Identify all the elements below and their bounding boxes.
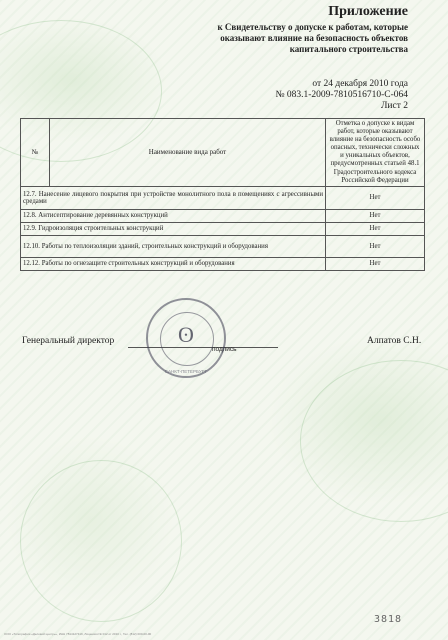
works-table xyxy=(20,118,425,271)
table-row xyxy=(21,257,425,270)
work-name-cell: 12.8. Антисептирование деревянных конструкций xyxy=(21,209,326,222)
table-row xyxy=(21,186,425,209)
work-name-cell: 12.7. Нанесение лицевого покрытия при устройстве монолитного пола в помещениях с агрессивными средами xyxy=(21,186,326,209)
organization-seal xyxy=(146,298,226,378)
column-header-number: № xyxy=(21,119,50,187)
work-name-cell: 12.10. Работы по теплоизоляции зданий, строительных конструкций и оборудования xyxy=(21,235,326,257)
signatory-name: Алпатов С.Н. xyxy=(367,336,422,346)
work-name-cell: 12.9. Гидроизоляция строительных конструкций xyxy=(21,222,326,235)
subtitle-line: к Свидетельству о допуске к работам, которые xyxy=(217,22,408,32)
printer-footer: ООО «Типография «Деловой центр»», ИНН 7814127419, Лицензия № 012 от 2010 г., Тел. (812) 000-00-00 xyxy=(4,632,152,636)
table-row xyxy=(21,222,425,235)
seal-text: САНКТ-ПЕТЕРБУРГ xyxy=(164,369,208,374)
page-subtitle xyxy=(217,22,408,55)
mark-cell: Нет xyxy=(326,186,425,209)
subtitle-line: капитального строительства xyxy=(289,44,408,54)
mark-cell: Нет xyxy=(326,235,425,257)
work-name-cell: 12.12. Работы по огнезащите строительных конструкций и оборудования xyxy=(21,257,326,270)
table-row xyxy=(21,209,425,222)
document-meta xyxy=(275,79,408,112)
mark-cell: Нет xyxy=(326,257,425,270)
table-row xyxy=(21,235,425,257)
watermark-ornament xyxy=(300,360,448,522)
mark-cell: Нет xyxy=(326,209,425,222)
column-header-name: Наименование вида работ xyxy=(50,119,326,187)
signatory-position: Генеральный директор xyxy=(22,336,115,346)
signature-caption: подпись xyxy=(212,346,237,353)
subtitle-line: оказывают влияние на безопасность объектов xyxy=(220,33,408,43)
mark-cell: Нет xyxy=(326,222,425,235)
column-header-mark: Отметка о допуске к видам работ, которые оказывают влияние на безопасность особо опасных, технически сложных и уникальных объектов, предусмотренных статьей 48.1 Градостроительного кодекса Российской Федерации xyxy=(326,119,425,187)
page-title: Приложение xyxy=(328,4,408,19)
table-header-row xyxy=(21,119,425,187)
sheet-number: Лист 2 xyxy=(380,101,408,111)
serial-number: 3818 xyxy=(374,614,403,625)
issue-date: от 24 декабря 2010 года xyxy=(312,79,408,89)
seal-emblem-icon: ʘ xyxy=(178,322,194,347)
watermark-ornament xyxy=(20,460,182,622)
document-number: № 083.1-2009-7810516710-С-064 xyxy=(275,90,408,100)
